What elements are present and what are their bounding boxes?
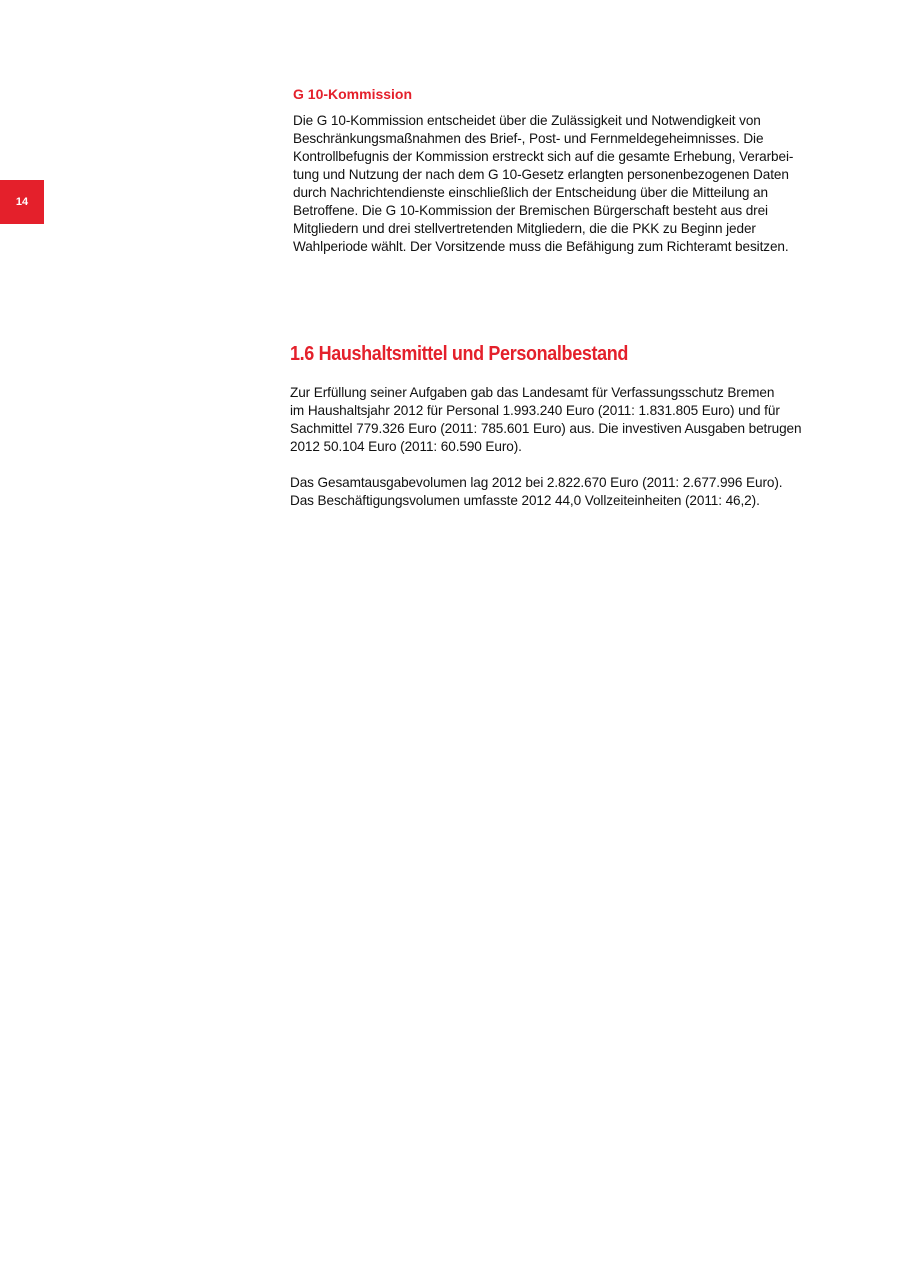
paragraph-line: Das Beschäftigungsvolumen umfasste 2012 44,0 Vollzeiteinheiten (2011: 46,2).	[290, 493, 760, 508]
g10-line: Beschränkungsmaßnahmen des Brief-, Post- und Fernmeldegeheimnisses. Die	[293, 131, 764, 146]
g10-section	[293, 86, 853, 256]
section-heading: 1.6 Haushaltsmittel und Personalbestand	[290, 343, 629, 365]
paragraph-spacer	[290, 456, 870, 474]
g10-line: Mitgliedern und drei stellvertretenden Mitgliedern, die die PKK zu Beginn jeder	[293, 221, 756, 236]
paragraph-line: Zur Erfüllung seiner Aufgaben gab das Landesamt für Verfassungsschutz Bremen	[290, 385, 775, 400]
g10-line: Kontrollbefugnis der Kommission erstreckt sich auf die gesamte Erhebung, Verarbei-	[293, 149, 794, 164]
g10-paragraph	[293, 112, 853, 256]
paragraph-line: Das Gesamtausgabevolumen lag 2012 bei 2.822.670 Euro (2011: 2.677.996 Euro).	[290, 475, 783, 490]
g10-line: Betroffene. Die G 10-Kommission der Bremischen Bürgerschaft besteht aus drei	[293, 203, 768, 218]
g10-line: durch Nachrichtendienste einschließlich der Entscheidung über die Mitteilung an	[293, 185, 768, 200]
haushalt-paragraph-2	[290, 474, 870, 510]
paragraph-line: Sachmittel 779.326 Euro (2011: 785.601 Euro) aus. Die investiven Ausgaben betrugen	[290, 421, 802, 436]
g10-heading: G 10-Kommission	[293, 86, 413, 102]
paragraph-line: 2012 50.104 Euro (2011: 60.590 Euro).	[290, 439, 522, 454]
haushalt-section	[290, 342, 870, 510]
page-number: 14	[15, 196, 29, 208]
g10-line: tung und Nutzung der nach dem G 10-Gesetz erlangten personenbezogenen Daten	[293, 167, 789, 182]
paragraph-line: im Haushaltsjahr 2012 für Personal 1.993.240 Euro (2011: 1.831.805 Euro) und für	[290, 403, 780, 418]
page-number-tab	[0, 180, 44, 224]
g10-line: Die G 10-Kommission entscheidet über die Zulässigkeit und Notwendigkeit von	[293, 113, 761, 128]
g10-line: Wahlperiode wählt. Der Vorsitzende muss die Befähigung zum Richteramt besitzen.	[293, 239, 789, 254]
haushalt-paragraph-1	[290, 384, 870, 456]
